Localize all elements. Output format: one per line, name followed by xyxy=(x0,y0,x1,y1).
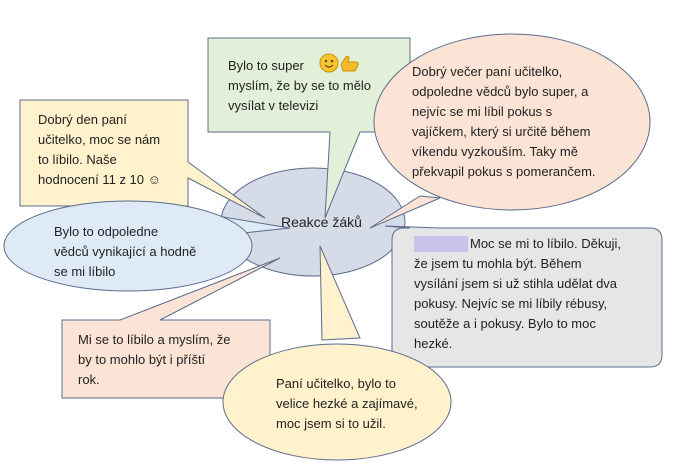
bubble-left-text: Bylo to odpoledne vědců vynikající a hodně se mi líbilo xyxy=(54,224,197,279)
bubble-right-first-line: Moc se mi to líbilo. Děkuji, xyxy=(470,236,621,251)
bubble-top-left-text: Dobrý den paní učitelko, moc se nám to líbilo. Naše hodnocení 11 z 10 ☺ xyxy=(38,112,161,187)
redacted-name xyxy=(414,236,468,252)
bubble-bottom-center-text: Paní učitelko, bylo to velice hezké a zajímavé, moc jsem si to užil. xyxy=(276,376,418,431)
bubble-top-center-text: myslím, že by se to mělo vysílat v televizi xyxy=(228,78,372,113)
smiley-thumbs-up-icon xyxy=(318,52,360,74)
center-label: Reakce žáků xyxy=(281,214,362,230)
bubble-top-center-line1: Bylo to super xyxy=(228,58,304,73)
bubble-top-right-text: Dobrý večer paní učitelko, odpoledne vědců bylo super, a nejvíc se mi líbil pokus s vajíčkem, který si určitě během víkendu vyzkouším. Taky mě překvapil pokus s pomerančem. xyxy=(412,64,596,179)
bubble-bottom-left-text: Mi se to líbilo a myslím, že by to mohlo být i příští rok. xyxy=(78,332,231,387)
bubble-right-text: že jsem tu mohla být. Během vysílání jsem si už stihla udělat dva pokusy. Nejvíc se mi líbily rébusy, soutěže a i pokusy. Bylo to moc hezké. xyxy=(414,256,618,351)
